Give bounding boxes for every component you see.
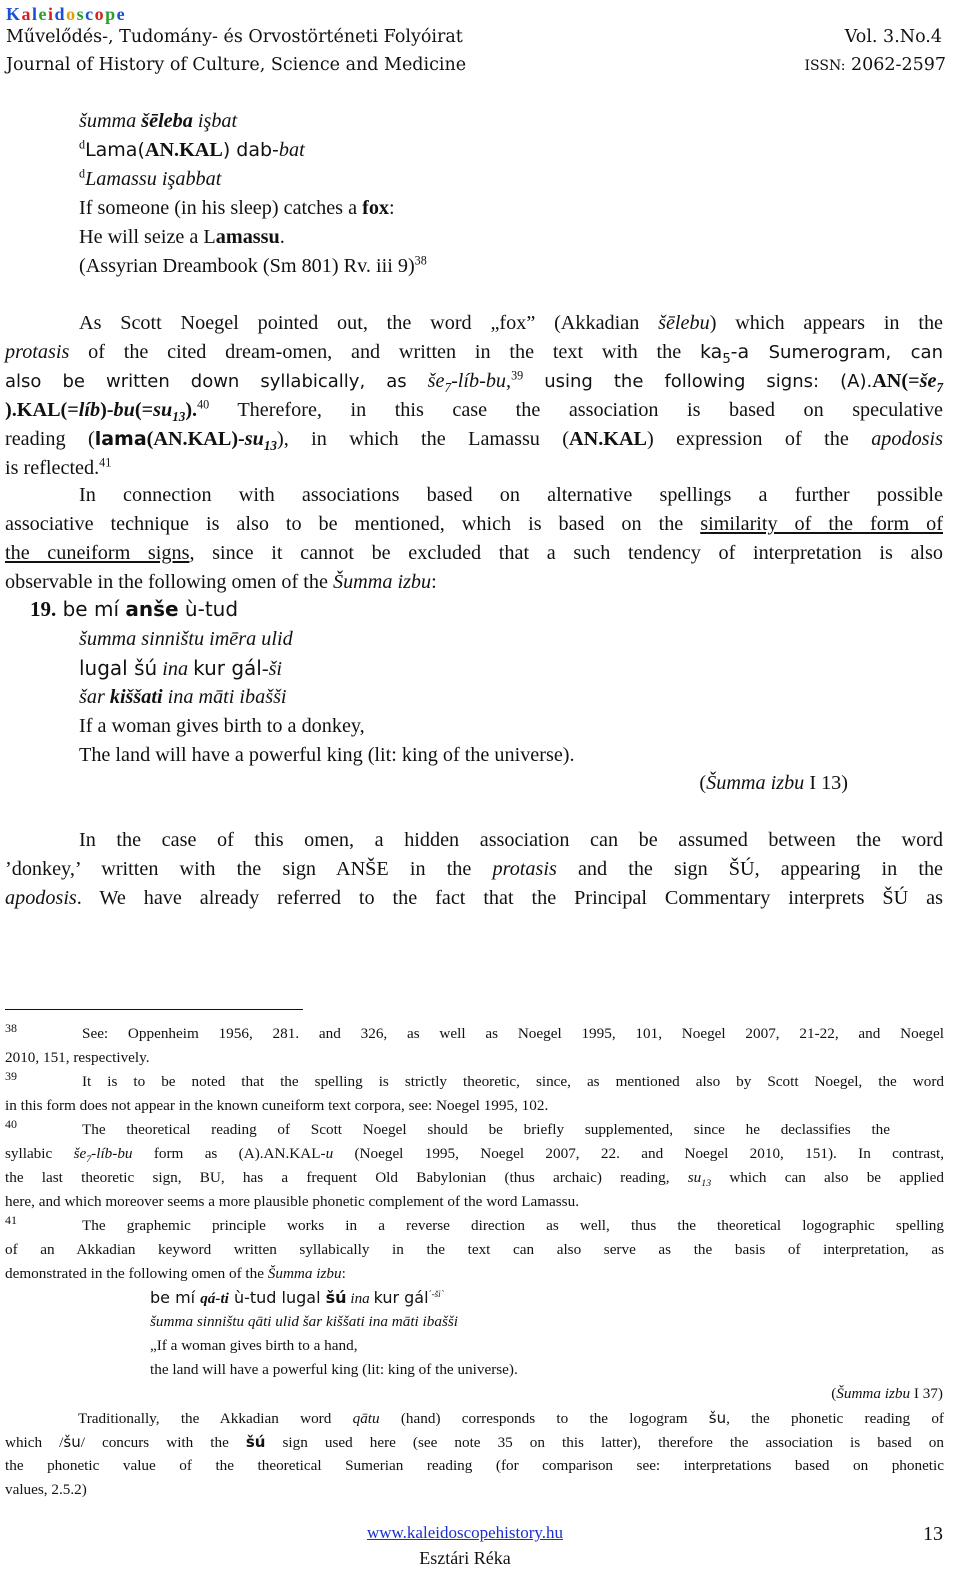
paragraph-3-line-3: apodosis. We have already referred to the fact that the Principal Commentary interprets ŠÚ as	[5, 887, 943, 909]
omen1-sumerian-line: $^d$Lama(AN.KAL) dab-bat	[79, 137, 305, 161]
omen2-akkadian-line: šumma sinništu imēra ulid	[79, 628, 293, 650]
footnote-41-paragraph-line-2: which /šu/ concurs with the šú sign used here (see note 35 on this latter), therefore the association is based on	[5, 1433, 944, 1451]
paragraph-1-line-3: also be written down syllabically, as $še_7-líb-bu,^{39}$ using the following signs: $(A).AN(=še_7$	[5, 368, 943, 396]
footnote-ref-39: 39	[511, 368, 524, 383]
footnote-40-line-1: The theoretical reading of Scott Noegel should be briefly supplemented, since he declassifies the	[82, 1121, 890, 1138]
footnote-41-paragraph-line-3: the phonetic value of the theoretical Sumerian reading (for comparison see: interpretations based on phonetic	[5, 1457, 944, 1474]
footnote-41-example-translation-2: the land will have a powerful king (lit: king of the universe).	[150, 1361, 518, 1378]
omen1-akkadian-line: šumma šēleba işbat	[79, 110, 238, 132]
footnote-39-line-2: in this form does not appear in the known cuneiform text corpora, see: Noegel 1995, 102.	[5, 1097, 549, 1114]
paragraph-3-line-2: ’donkey,’ written with the sign ANŠE in the protasis and the sign ŠÚ, appearing in the	[5, 858, 943, 880]
footnote-41-example-akkadian: šumma sinništu qāti ulid šar kiššati ina māti ibašši	[150, 1313, 459, 1330]
paragraph-2-line-3: the cuneiform signs, since it cannot be excluded that a such tendency of interpretation is also	[5, 542, 943, 564]
footnote-40-line-2: syllabic $še_7-líb-bu$ form as (A).AN.KAL-u (Noegel 1995, Noegel 2007, 22. and Noegel 2010, 151). In contrast,	[5, 1145, 944, 1166]
omen1-translation-1: If someone (in his sleep) catches a fox:	[79, 197, 395, 219]
footnote-41-example-translation-1: „If a woman gives birth to a hand,	[150, 1337, 358, 1354]
footnote-41-paragraph-line-4: values, 2.5.2)	[5, 1481, 87, 1498]
brand-letter: i	[48, 4, 55, 24]
journal-title-hu: Művelődés-, Tudomány- és Orvostörténeti Folyóirat	[6, 27, 463, 47]
issn: ISSN: 2062-2597	[804, 55, 946, 75]
footnote-38-number: 38	[5, 1021, 17, 1035]
paragraph-2-line-2: associative technique is also to be mentioned, which is based on the similarity of the form of	[5, 513, 943, 535]
footnote-38-line-2: 2010, 151, respectively.	[5, 1049, 150, 1066]
brand-letter: K	[6, 4, 22, 24]
footnote-41-example-sumerian: be mí qá-ti ù-tud lugal šú ina kur gál$^{˹-ši˺}$	[150, 1288, 444, 1307]
footnote-40-number: 40	[5, 1117, 17, 1131]
footnote-41-paragraph-line-1: Traditionally, the Akkadian word qātu (hand) corresponds to the logogram šu, the phonetic reading of	[78, 1409, 944, 1427]
footnote-separator	[5, 1009, 303, 1010]
brand-letter: p	[105, 4, 117, 24]
omen2-akkadian-line-2: šar kiššati ina māti ibašši	[79, 686, 287, 708]
journal-brand	[6, 4, 126, 25]
brand-letter: s	[76, 4, 86, 24]
omen1-source: (Assyrian Dreambook (Sm 801) Rv. iii 9)$^{38}$	[79, 253, 427, 277]
footnote-41-line-2: of an Akkadian keyword written syllabically in the text can also serve as the basis of interpretation, as	[5, 1241, 944, 1258]
footnote-41-number: 41	[5, 1213, 17, 1227]
omen2-translation-1: If a woman gives birth to a donkey,	[79, 715, 365, 737]
brand-letter: e	[116, 4, 127, 24]
footnote-39-line-1: It is to be noted that the spelling is strictly theoretic, since, as mentioned also by Scott Noegel, the word	[82, 1073, 944, 1090]
brand-letter: d	[54, 4, 67, 24]
omen2-source: (Šumma izbu I 13)	[699, 772, 848, 794]
paragraph-1-line-4: )$.KAL(=líb)-bu(=su_{13}).^{40}$ Therefore, in this case the association is based on speculative	[5, 397, 943, 425]
footnote-ref-40: 40	[197, 397, 210, 412]
brand-letter: a	[21, 4, 33, 24]
footnote-40-line-4: here, and which moreover seems a more plausible phonetic complement of the word Lamassu.	[5, 1193, 579, 1210]
paragraph-1-line-2: protasis of the cited dream-omen, and written in the text with the $ka_5-a$ Sumerogram, can	[5, 341, 943, 368]
omen2-translation-2: The land will have a powerful king (lit: king of the universe).	[79, 744, 575, 766]
brand-letter: e	[38, 4, 49, 24]
journal-title-en: Journal of History of Culture, Science and Medicine	[6, 55, 467, 75]
omen1-akkadian-line-2: $^d$Lamassu işabbat	[79, 166, 222, 190]
paragraph-3-line-1: In the case of this omen, a hidden association can be assumed between the word	[79, 829, 943, 851]
brand-letter: o	[66, 4, 77, 24]
brand-letter: l	[32, 4, 39, 24]
paragraph-1-line-6: is reflected.$^{41}$	[5, 455, 112, 479]
footnote-ref-41: 41	[99, 455, 112, 470]
volume-number: Vol. 3.No.4	[844, 27, 942, 47]
footnote-38-line-1: See: Oppenheim 1956, 281. and 326, as well as Noegel 1995, 101, Noegel 2007, 21-22, and Noegel	[82, 1025, 944, 1042]
paragraph-2-line-4: observable in the following omen of the Šumma izbu:	[5, 571, 437, 593]
paragraph-1-line-5: reading $(lama(AN.KAL)-su_{13})$, in which the Lamassu (AN.KAL) expression of the apodosis	[5, 428, 943, 454]
brand-letter: c	[85, 4, 95, 24]
footnote-40-line-3: the last theoretic sign, BU, has a frequent Old Babylonian (thus archaic) reading, $su_{13}$ which can also be applied	[5, 1169, 944, 1190]
footnote-41-example-source: (Šumma izbu I 37)	[831, 1385, 943, 1402]
footnote-41-line-1: The graphemic principle works in a reverse direction as well, thus the theoretical logographic spelling	[82, 1217, 944, 1234]
paragraph-1-line-1: As Scott Noegel pointed out, the word „fox” (Akkadian šēlebu) which appears in the	[79, 312, 943, 334]
footnote-ref-38: 38	[414, 253, 427, 268]
footnote-39-number: 39	[5, 1069, 17, 1083]
website-link[interactable]: www.kaleidoscopehistory.hu	[366, 1523, 564, 1542]
omen1-translation-2: He will seize a Lamassu.	[79, 226, 285, 248]
omen2-sumerian-line: 19. be mí anše ù-tud	[30, 597, 239, 621]
author-name: Esztári Réka	[419, 1548, 511, 1568]
paragraph-2-line-1: In connection with associations based on alternative spellings a further possible	[79, 484, 943, 506]
footnote-41-line-3: demonstrated in the following omen of the Šumma izbu:	[5, 1265, 346, 1282]
brand-letter: o	[94, 4, 106, 24]
page-number: 13	[923, 1523, 943, 1545]
omen2-sumerian-line-2: lugal šú ina kur gál-ši	[79, 656, 283, 680]
